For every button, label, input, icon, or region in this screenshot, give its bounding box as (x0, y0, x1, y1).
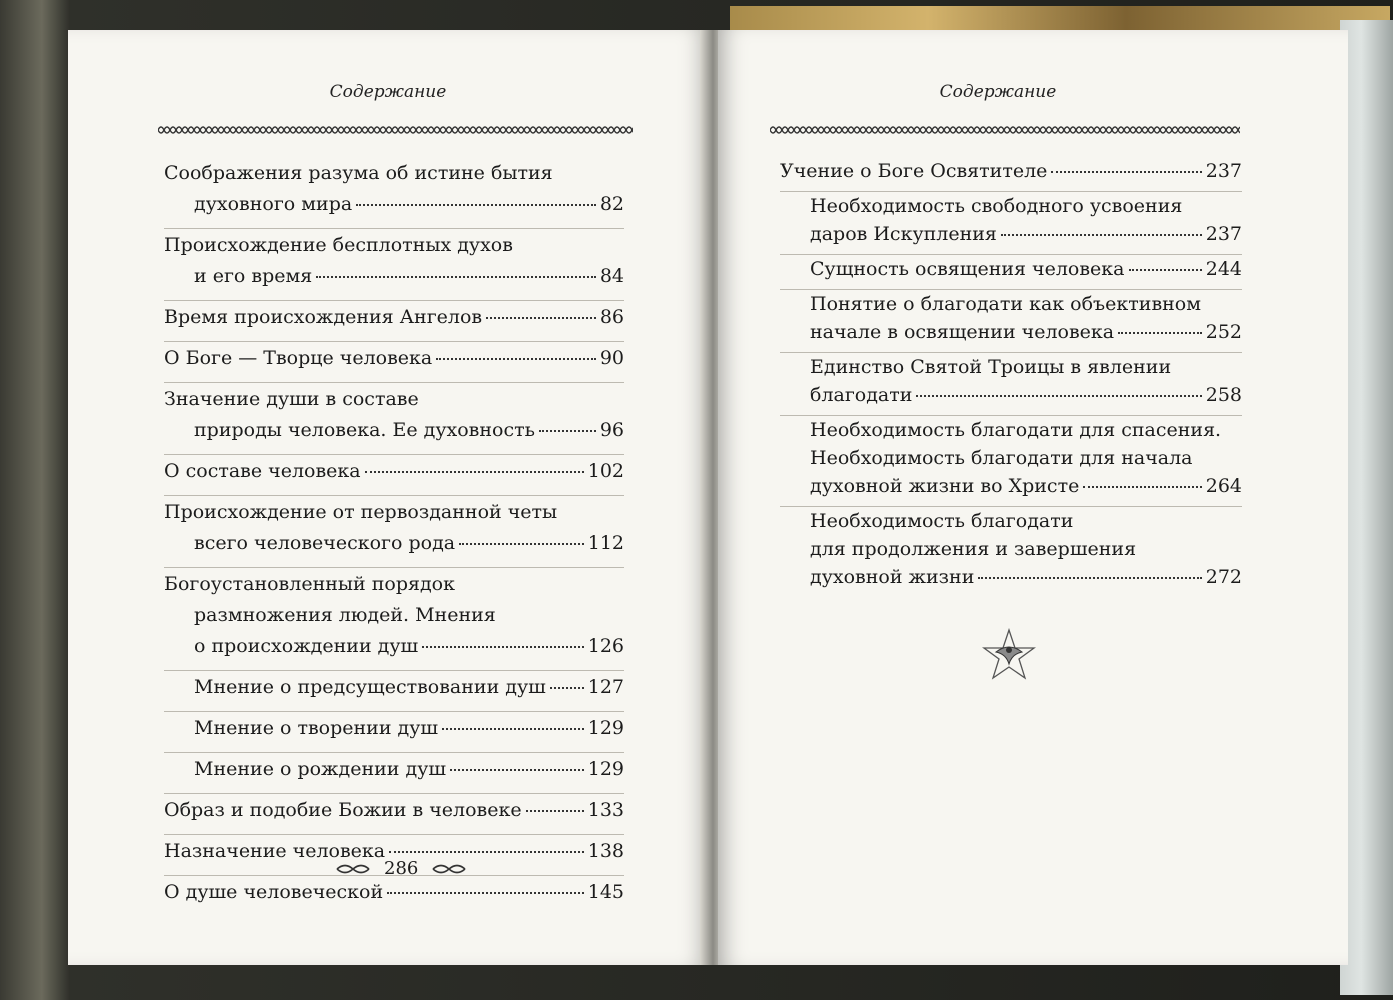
toc-entry-text: Единство Святой Троицы в явлении (810, 356, 1172, 378)
entry-separator-rule (164, 834, 624, 835)
toc-entry-title-final-line (194, 758, 624, 780)
toc-entry-page-number: 133 (587, 799, 624, 821)
toc-entry-text: Соображения разума об истине бытия (164, 162, 553, 184)
entry-separator-rule (164, 341, 624, 342)
toc-entry-text: Мнение о предсуществовании душ (194, 676, 546, 698)
folio-ornament-left-icon (336, 864, 370, 874)
toc-entry-text: О душе человеческой (164, 881, 384, 903)
toc-entry-text: Происхождение бесплотных духов (164, 234, 513, 256)
toc-entry-text: Образ и подобие Божии в человеке (164, 799, 522, 821)
toc-entry-page-number: 86 (599, 306, 624, 328)
dot-leader (978, 577, 1201, 579)
toc-entry-title-final-line (194, 635, 624, 657)
entry-separator-rule (780, 506, 1242, 507)
toc-entry-page-number: 138 (587, 840, 624, 862)
right-running-head: Содержание (939, 82, 1057, 102)
toc-entry-text: духовной жизни (810, 566, 975, 588)
right-table-of-contents (780, 160, 1242, 600)
toc-entry-text: Время происхождения Ангелов (164, 306, 483, 328)
toc-entry-title-line (810, 195, 1242, 217)
toc-entry-page-number: 129 (587, 717, 624, 739)
entry-separator-rule (164, 454, 624, 455)
toc-entry-text: Назначение человека (164, 840, 386, 862)
toc-entry-text: Необходимость благодати для спасения. (810, 419, 1222, 441)
toc-entry-text: Необходимость свободного усвоения (810, 195, 1183, 217)
toc-entry-page-number: 82 (599, 193, 624, 215)
toc-entry-title-line (810, 293, 1242, 315)
toc-entry-title-final-line (164, 347, 624, 369)
toc-entry-page-number: 127 (587, 676, 624, 698)
left-folio (336, 858, 466, 879)
toc-entry-text: Учение о Боге Освятителе (780, 160, 1048, 182)
dot-leader (459, 543, 584, 545)
entry-separator-rule (164, 567, 624, 568)
toc-entry-title-line (164, 162, 624, 184)
toc-entry-page-number: 272 (1205, 566, 1242, 588)
entry-separator-rule (780, 289, 1242, 290)
toc-entry-title-final-line (780, 160, 1242, 182)
toc-entry-text: размножения людей. Мнения (194, 604, 496, 626)
dot-leader (1083, 486, 1201, 488)
dot-leader (916, 395, 1201, 397)
toc-entry-title-final-line (164, 460, 624, 482)
entry-separator-rule (164, 711, 624, 712)
toc-entry-page-number: 258 (1205, 384, 1242, 406)
entry-separator-rule (780, 415, 1242, 416)
dove-emblem-icon (982, 628, 1036, 682)
right-page (718, 30, 1348, 965)
dot-leader (1129, 269, 1202, 271)
toc-entry-text: духовного мира (194, 193, 353, 215)
toc-entry-title-line (164, 573, 624, 595)
folio-ornament-right-icon (432, 864, 466, 874)
toc-entry-page-number: 84 (599, 265, 624, 287)
entry-separator-rule (164, 752, 624, 753)
toc-entry-text: Необходимость благодати для начала (810, 447, 1193, 469)
toc-entry-text: даров Искупления (810, 223, 997, 245)
toc-entry-text: Сущность освящения человека (810, 258, 1125, 280)
dot-leader (436, 358, 596, 360)
toc-entry-text: Мнение о творении душ (194, 717, 439, 739)
dot-leader (1001, 234, 1202, 236)
toc-entry-text: природы человека. Ее духовность (194, 419, 535, 441)
toc-entry-title-final-line (164, 799, 624, 821)
toc-entry-page-number: 96 (599, 419, 624, 441)
dot-leader (526, 810, 584, 812)
toc-entry-title-line (164, 234, 624, 256)
toc-entry-text: Богоустановленный порядок (164, 573, 455, 595)
left-ornament-divider (158, 124, 633, 136)
toc-entry-title-line (810, 510, 1242, 532)
toc-entry-page-number: 112 (587, 532, 624, 554)
toc-entry-title-line (810, 538, 1242, 560)
dot-leader (442, 728, 584, 730)
dot-leader (389, 851, 584, 853)
entry-separator-rule (780, 191, 1242, 192)
toc-entry-text: благодати (810, 384, 913, 406)
toc-entry-title-final-line (194, 676, 624, 698)
toc-entry-text: О Боге — Творце человека (164, 347, 433, 369)
toc-entry-text: начале в освящении человека (810, 321, 1115, 343)
toc-entry-title-line (810, 447, 1242, 469)
toc-entry-title-line (810, 356, 1242, 378)
toc-entry-text: для продолжения и завершения (810, 538, 1137, 560)
toc-entry-text: и его время (194, 265, 313, 287)
toc-entry-text: Понятие о благодати как объективном (810, 293, 1202, 315)
left-page-number: 286 (384, 858, 419, 879)
toc-entry-text: духовной жизни во Христе (810, 475, 1080, 497)
left-page (68, 30, 708, 965)
dot-leader (356, 204, 596, 206)
toc-entry-title-final-line (810, 223, 1242, 245)
toc-entry-text: Необходимость благодати (810, 510, 1074, 532)
dot-leader (539, 430, 596, 432)
toc-entry-title-line (810, 419, 1242, 441)
dot-leader (1118, 332, 1202, 334)
dot-leader (387, 892, 584, 894)
toc-entry-text: Происхождение от первозданной четы (164, 501, 558, 523)
entry-separator-rule (164, 670, 624, 671)
toc-entry-title-line (164, 388, 624, 410)
toc-entry-title-final-line (810, 258, 1242, 280)
toc-entry-title-final-line (810, 321, 1242, 343)
toc-entry-text: Мнение о рождении душ (194, 758, 447, 780)
toc-entry-title-line (194, 604, 624, 626)
toc-entry-page-number: 145 (587, 881, 624, 903)
toc-entry-title-final-line (810, 384, 1242, 406)
toc-entry-page-number: 252 (1205, 321, 1242, 343)
entry-separator-rule (164, 793, 624, 794)
dot-leader (422, 646, 584, 648)
toc-entry-title-final-line (194, 265, 624, 287)
right-ornament-divider (770, 124, 1240, 136)
toc-entry-text: Значение души в составе (164, 388, 419, 410)
toc-entry-title-final-line (194, 419, 624, 441)
dot-leader (316, 276, 596, 278)
toc-entry-page-number: 102 (587, 460, 624, 482)
dot-leader (1051, 171, 1201, 173)
toc-entry-title-final-line (810, 566, 1242, 588)
entry-separator-rule (164, 495, 624, 496)
toc-entry-text: о происхождении душ (194, 635, 419, 657)
toc-entry-title-final-line (810, 475, 1242, 497)
toc-entry-title-final-line (194, 193, 624, 215)
entry-separator-rule (780, 254, 1242, 255)
toc-entry-title-final-line (164, 881, 624, 903)
toc-entry-page-number: 264 (1205, 475, 1242, 497)
entry-separator-rule (780, 352, 1242, 353)
toc-entry-page-number: 129 (587, 758, 624, 780)
toc-entry-title-final-line (194, 717, 624, 739)
toc-entry-page-number: 90 (599, 347, 624, 369)
entry-separator-rule (164, 382, 624, 383)
dot-leader (450, 769, 584, 771)
entry-separator-rule (164, 300, 624, 301)
toc-entry-title-line (164, 501, 624, 523)
dot-leader (550, 687, 584, 689)
entry-separator-rule (164, 228, 624, 229)
toc-entry-page-number: 126 (587, 635, 624, 657)
toc-entry-text: всего человеческого рода (194, 532, 456, 554)
toc-entry-title-final-line (194, 532, 624, 554)
toc-entry-text: О составе человека (164, 460, 361, 482)
toc-entry-title-final-line (164, 306, 624, 328)
dot-leader (486, 317, 596, 319)
toc-entry-page-number: 237 (1205, 223, 1242, 245)
dot-leader (365, 471, 584, 473)
left-running-head: Содержание (329, 82, 447, 102)
toc-entry-page-number: 244 (1205, 258, 1242, 280)
toc-entry-page-number: 237 (1205, 160, 1242, 182)
